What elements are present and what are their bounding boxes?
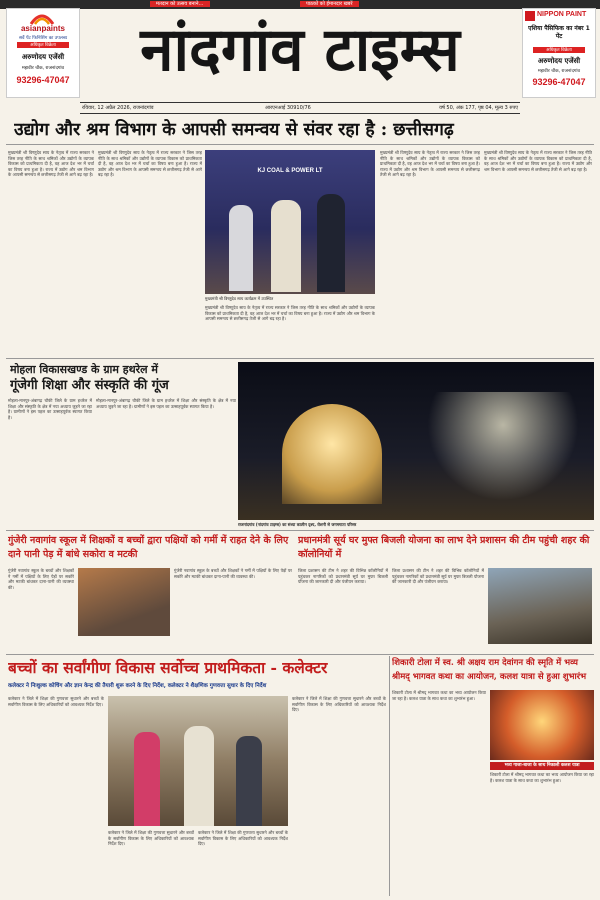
mohla-headline-top: मोहला विकासखण्ड के ग्राम हथरेल में — [10, 363, 159, 376]
mohla-headline-main: गूंजेगी शिक्षा और संस्कृति की गूंज — [10, 378, 169, 393]
collector-subhead: कलेक्टर ने निःशुल्क कोचिंग और ज्ञान केन्द्र की तैयारी शुरू करने के दिए निर्देश, कलेक्टर ने शैक्षणिक गुणवत्ता सुधार के दिए निर्देश — [8, 683, 267, 689]
top-strip-right-text: पाठकों को ईमानदार खबरें — [300, 1, 359, 7]
bhagwat-body-col2: शिकारी टोला में श्रीमद् भागवत कथा का भव्य आयोजन किया जा रहा है। कलश यात्रा के साथ कथा का शुभारंभ हुआ। — [490, 772, 594, 783]
bhagwat-vertical-rule — [389, 656, 390, 896]
lead-photo-banner: KJ COAL & POWER LT — [257, 168, 323, 174]
solar-photo — [488, 568, 592, 644]
collector-photo — [108, 696, 288, 826]
top-strip — [0, 0, 600, 9]
lead-photo-person-1 — [229, 205, 253, 291]
collector-photo-person-2 — [184, 726, 214, 826]
asianpaints-logo-icon — [27, 11, 57, 25]
bhagwat-photo — [490, 690, 594, 760]
lead-bottom-rule — [6, 358, 594, 359]
nippon-ad[interactable] — [522, 8, 596, 98]
mohla-photo — [238, 362, 594, 520]
lead-body-col1: मुख्यमंत्री श्री विष्णुदेव साय के नेतृत्व में राज्य सरकार ने जिस तरह नीति के साथ श्रमिकों और उद्योगों के व्यापक विकास को प्राथमिकता दी है, वह आज देश भर में चर्चा का विषय बना हुआ है। राज्य में उद्योग और श्रम विभाग के आपसी समन्वय से छत्तीसगढ़ तेजी से आगे बढ़ रहा है। — [8, 150, 94, 178]
bhagwat-box-title: भव्य गाजा-बाजा के साथ निकाली कलश यात्रा — [490, 762, 594, 770]
school-body-col2: गुंजेरी नवागांव स्कूल के बच्चों और शिक्षकों ने गर्मी में पक्षियों के लिए पेड़ों पर सकोरे और मटकी बांधकर दाना-पानी की व्यवस्था की। — [174, 568, 292, 579]
lead-body-col5: मुख्यमंत्री श्री विष्णुदेव साय के नेतृत्व में राज्य सरकार ने जिस तरह नीति के साथ श्रमिकों और उद्योगों के व्यापक विकास को प्राथमिकता दी है, वह आज देश भर में चर्चा का विषय बना हुआ है। राज्य में उद्योग और श्रम विभाग के आपसी समन्वय से छत्तीसगढ़ तेजी से आगे बढ़ रहा है। — [484, 150, 592, 172]
bhagwat-headline-line1: शिकारी टोला में स्व. श्री अक्षय राम देवांगन की स्मृति में भव्य — [392, 658, 578, 668]
solar-body-col2: जिला प्रशासन की टीम ने शहर की विभिन्न कॉलोनियों में पहुंचकर नागरिकों को प्रधानमंत्री सूर्य घर मुफ्त बिजली योजना की जानकारी दी और पंजीयन कराया। — [392, 568, 484, 585]
lead-body-col3: मुख्यमंत्री श्री विष्णुदेव साय के नेतृत्व में राज्य सरकार ने जिस तरह नीति के साथ श्रमिकों और उद्योगों के व्यापक विकास को प्राथमिकता दी है, वह आज देश भर में चर्चा का विषय बना हुआ है। राज्य में उद्योग और श्रम विभाग के आपसी समन्वय से छत्तीसगढ़ तेजी से आगे बढ़ रहा है। — [205, 305, 375, 322]
top-strip-left-text: मतदान को उत्सव बनाने… — [150, 1, 210, 7]
mohla-bottom-rule — [6, 530, 594, 531]
asianpaints-phone: 93296-47047 — [16, 75, 70, 85]
nippon-dealer: अरुणोदय एजेंसी — [537, 57, 581, 65]
asianpaints-tagline: सर्वे पेंट फिनिशिंग का उपलब्ध — [18, 36, 68, 41]
collector-body-col5: कलेक्टर ने जिले में शिक्षा की गुणवत्ता सुधारने और बच्चों के सर्वांगीण विकास के लिए अधिकारियों को आवश्यक निर्देश दिए। — [292, 696, 386, 713]
nippon-tagline: एशिया पैसिफिक का नंबर 1 पेंट — [528, 25, 590, 40]
collector-body-col1: कलेक्टर ने जिले में शिक्षा की गुणवत्ता सुधारने और बच्चों के सर्वांगीण विकास के लिए अधिकारियों को आवश्यक निर्देश दिए। — [8, 696, 104, 707]
asianpaints-address: महावीर चौक, राजनांदगांव — [21, 66, 65, 71]
collector-body-col3: कलेक्टर ने जिले में शिक्षा की गुणवत्ता सुधारने और बच्चों के सर्वांगीण विकास के लिए अधिकारियों को आवश्यक निर्देश दिए। — [108, 830, 194, 847]
solar-body-col1: जिला प्रशासन की टीम ने शहर की विभिन्न कॉलोनियों में पहुंचकर नागरिकों को प्रधानमंत्री सूर्य घर मुफ्त बिजली योजना की जानकारी दी और पंजीयन कराया। — [298, 568, 388, 585]
collector-body-col4: कलेक्टर ने जिले में शिक्षा की गुणवत्ता सुधारने और बच्चों के सर्वांगीण विकास के लिए अधिकारियों को आवश्यक निर्देश दिए। — [198, 830, 288, 847]
lead-photo-person-2 — [271, 200, 301, 292]
lead-photo-caption: मुख्यमंत्री श्री विष्णुदेव साय कार्यक्रम में उपस्थित — [205, 296, 274, 301]
lead-photo — [205, 150, 375, 294]
school-headline: गुंजेरी नवागांव स्कूल में शिक्षकों व बच्चों द्वारा पक्षियों को गर्मी में राहत देने के लिए दाने पानी पेड़ में बांधे सकोरा व मटकी — [8, 535, 289, 560]
lead-headline: उद्योग और श्रम विभाग के आपसी समन्वय से संवर रहा है : छत्तीसगढ़ — [14, 120, 454, 140]
nippon-brand: NIPPON PAINT — [537, 11, 587, 18]
school-photo-1 — [78, 568, 170, 636]
collector-photo-person-3 — [236, 736, 262, 826]
nippon-phone: 93296-47047 — [532, 77, 586, 87]
bhagwat-headline-line2: श्रीमद् भागवत कथा का आयोजन, कलश यात्रा से हुआ शुभारंभ — [392, 672, 587, 682]
solar-headline: प्रधानमंत्री सूर्य घर मुफ्त बिजली योजना का लाभ देने प्रशासन की टीम पहुंची शहर की कॉलोनियों में — [298, 535, 590, 560]
masthead-title: नांदगांव टाइम्स — [140, 15, 460, 85]
asianpaints-dealer: अरुणोदय एजेंसी — [21, 53, 65, 61]
asianpaints-badge: अधिकृत विक्रेता — [17, 42, 69, 48]
dateline-left: रविवार, 12 अप्रैल 2026, राजनांदगांव — [82, 105, 154, 111]
dateline-right: वर्ष 50, अंक 177, पृष्ठ 04, मूल्य 3 रुपए — [439, 105, 518, 111]
dateline-center: आरएनआई 30910/76 — [265, 105, 311, 111]
asianpaints-brand: asianpaints — [20, 24, 65, 33]
collector-headline: बच्चों का सर्वांगीण विकास सर्वोच्च प्राथमिकता - कलेक्टर — [8, 658, 328, 677]
mohla-body-col1: मोहला-मानपुर-अंबागढ़ चौकी जिले के ग्राम हथरेल में शिक्षा और संस्कृति के क्षेत्र में नया अध्याय जुड़ने जा रहा है। ग्रामीणों ने इस पहल का उत्साहपूर्वक स्वागत किया है। — [8, 398, 92, 420]
nippon-badge: अधिकृत विक्रेता — [533, 47, 585, 53]
lead-body-col2: मुख्यमंत्री श्री विष्णुदेव साय के नेतृत्व में राज्य सरकार ने जिस तरह नीति के साथ श्रमिकों और उद्योगों के व्यापक विकास को प्राथमिकता दी है, वह आज देश भर में चर्चा का विषय बना हुआ है। राज्य में उद्योग और श्रम विभाग के आपसी समन्वय से छत्तीसगढ़ तेजी से आगे बढ़ रहा है। — [98, 150, 202, 178]
school-body-col1: गुंजेरी नवागांव स्कूल के बच्चों और शिक्षकों ने गर्मी में पक्षियों के लिए पेड़ों पर सकोरे और मटकी बांधकर दाना-पानी की व्यवस्था की। — [8, 568, 74, 590]
nippon-address: महावीर चौक, राजनांदगांव — [537, 69, 581, 74]
lead-photo-person-3 — [317, 194, 345, 292]
lead-body-col4: मुख्यमंत्री श्री विष्णुदेव साय के नेतृत्व में राज्य सरकार ने जिस तरह नीति के साथ श्रमिकों और उद्योगों के व्यापक विकास को प्राथमिकता दी है, वह आज देश भर में चर्चा का विषय बना हुआ है। राज्य में उद्योग और श्रम विभाग के आपसी समन्वय से छत्तीसगढ़ तेजी से आगे बढ़ रहा है। — [380, 150, 480, 178]
mohla-photo-caption: राजनांदगांव (नांदगांव टाइम्स) का संध्या कालीन दृश्य, रोशनी से जगमगाता परिसर — [238, 522, 357, 527]
bhagwat-body-col1: शिकारी टोला में श्रीमद् भागवत कथा का भव्य आयोजन किया जा रहा है। कलश यात्रा के साथ कथा का शुभारंभ हुआ। — [392, 690, 486, 701]
nippon-logo-icon — [525, 11, 535, 21]
mid-bottom-rule — [6, 654, 594, 655]
lead-divider — [6, 144, 594, 145]
mohla-photo-lights — [428, 392, 578, 502]
mohla-photo-dome — [282, 404, 382, 504]
dateline-bar — [80, 102, 520, 114]
asianpaints-ad[interactable] — [6, 8, 80, 98]
collector-photo-person-1 — [134, 732, 160, 826]
mohla-body-col2: मोहला-मानपुर-अंबागढ़ चौकी जिले के ग्राम हथरेल में शिक्षा और संस्कृति के क्षेत्र में नया अध्याय जुड़ने जा रहा है। ग्रामीणों ने इस पहल का उत्साहपूर्वक स्वागत किया है। — [96, 398, 236, 409]
